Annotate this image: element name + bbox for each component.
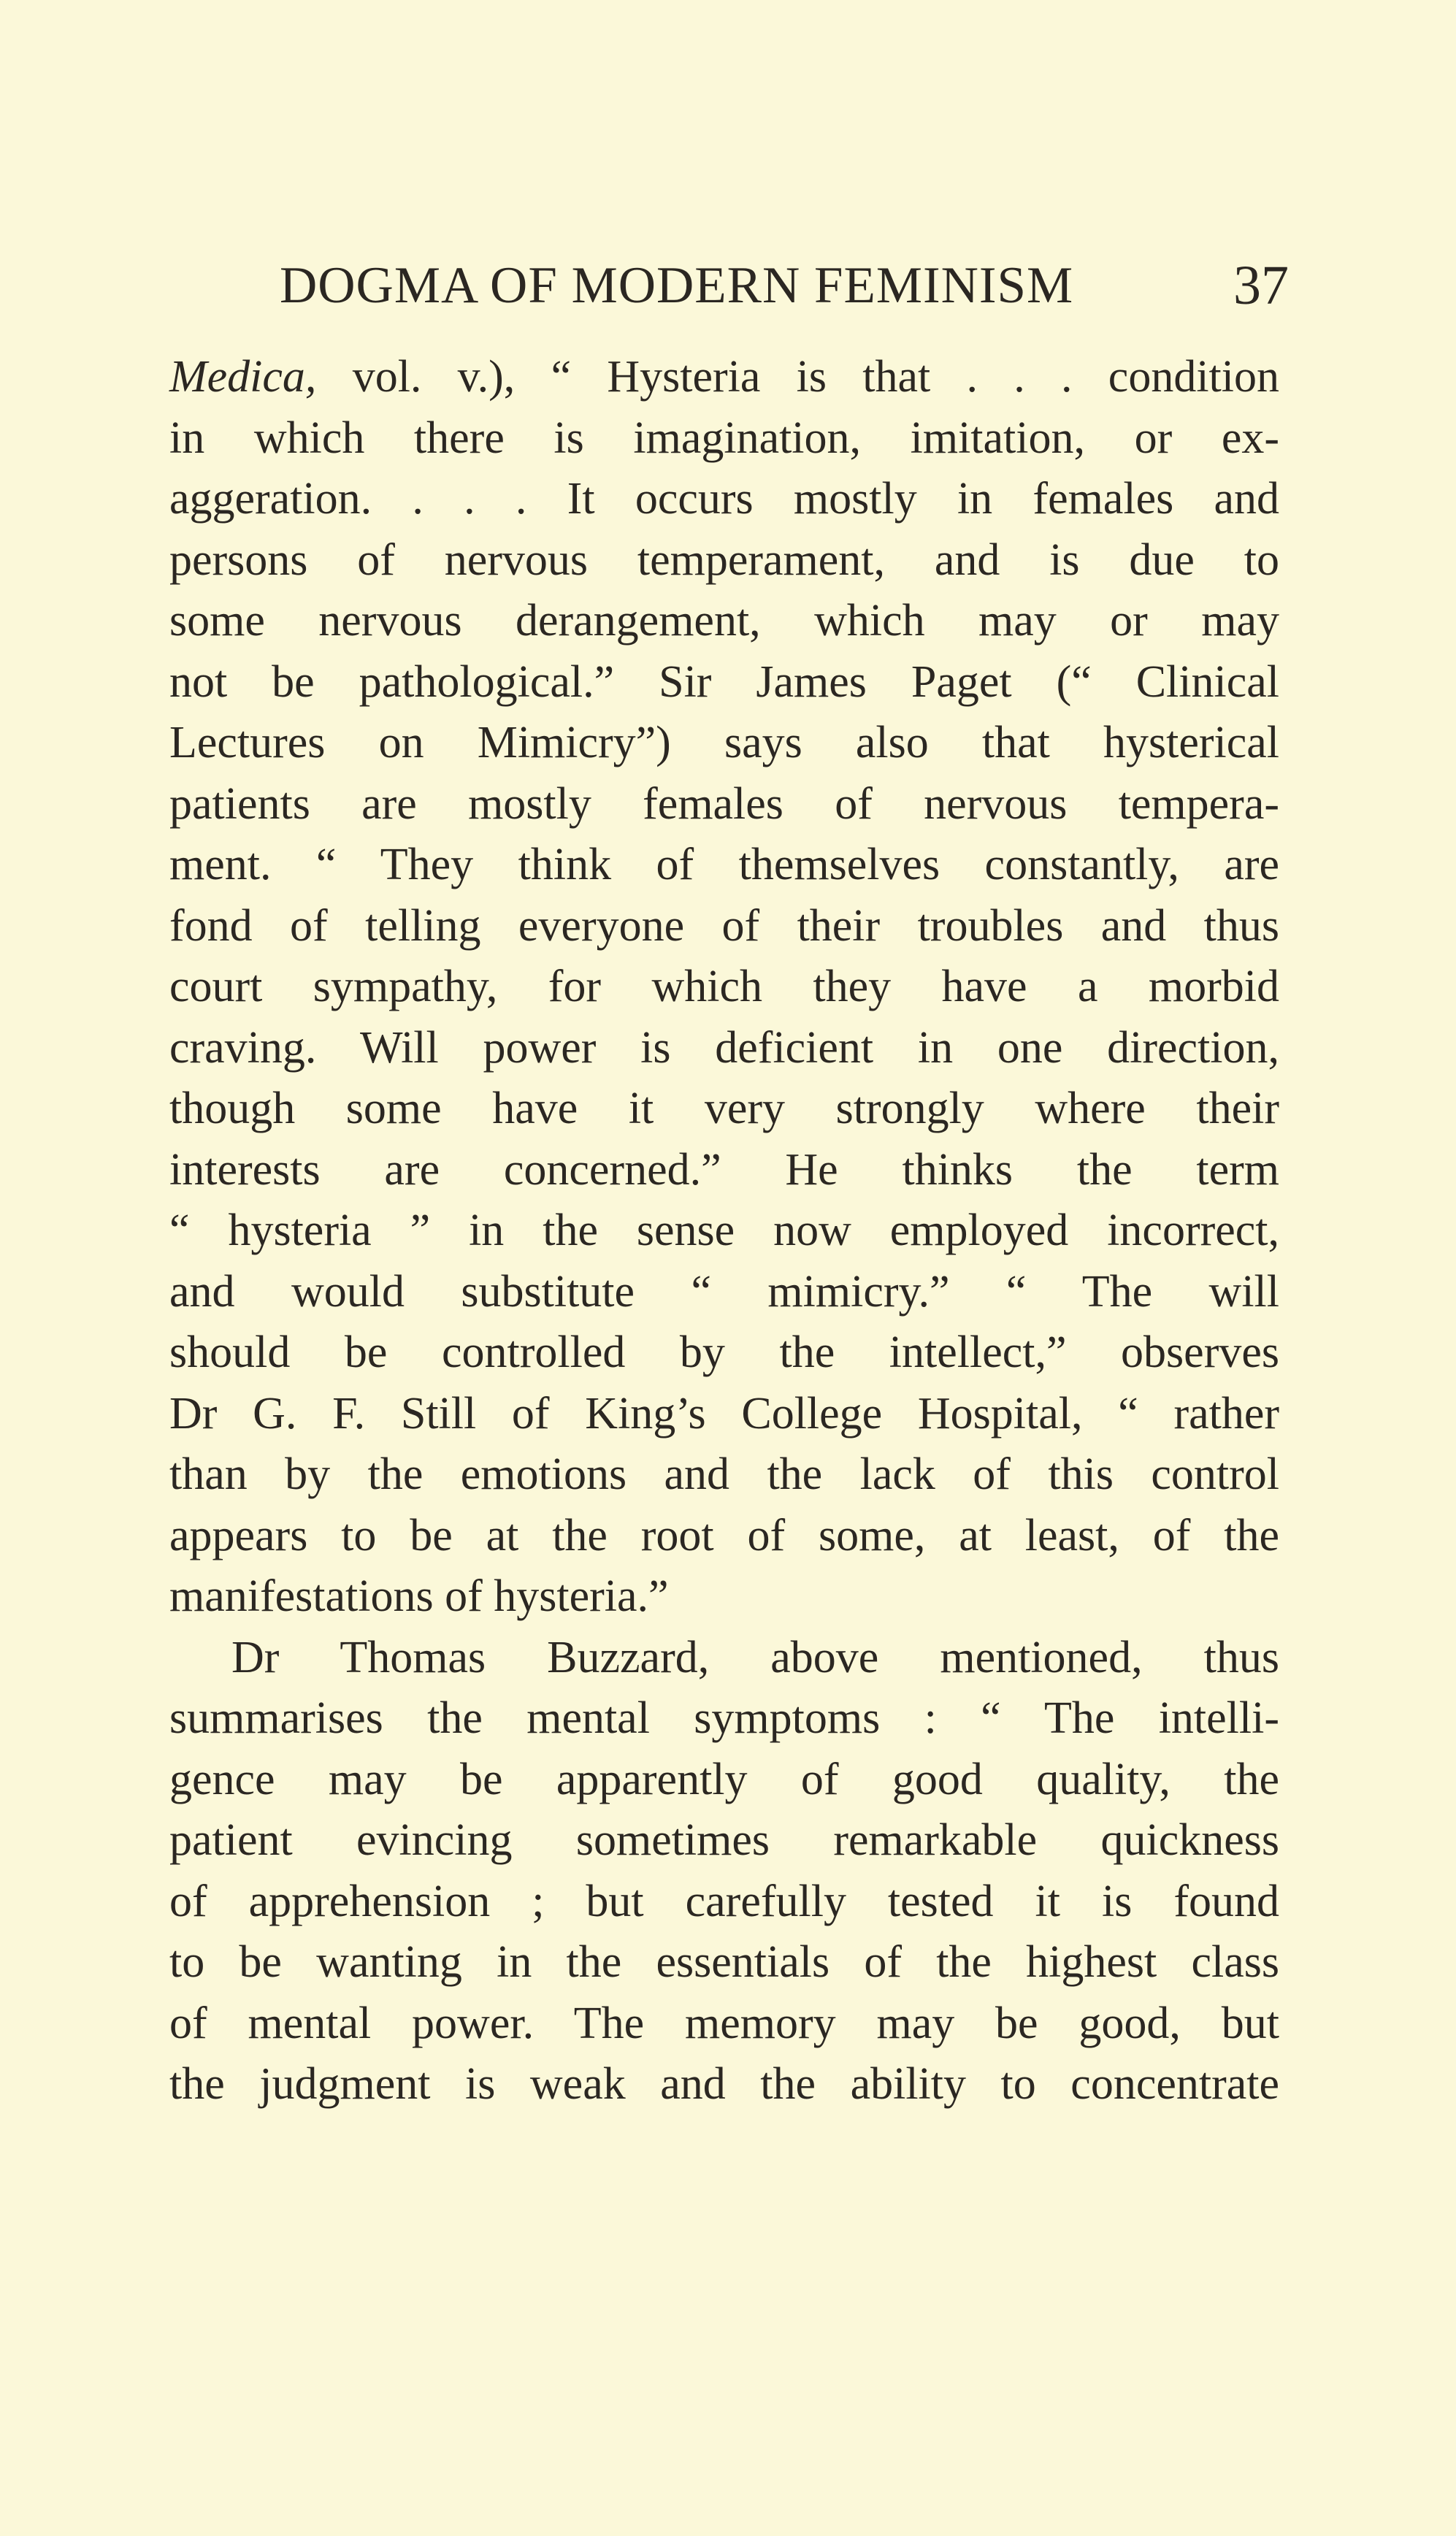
text-line: appears to be at the root of some, at least, of the (169, 1510, 1279, 1560)
running-title: DOGMA OF MODERN FEMINISM (280, 257, 1074, 314)
text-line-paragraph-start: Dr Thomas Buzzard, above mentioned, thus (231, 1632, 1279, 1682)
text-line: some nervous derangement, which may or may (169, 596, 1279, 646)
text-line: of apprehension ; but carefully tested it is found (169, 1876, 1279, 1926)
text-line: persons of nervous temperament, and is due to (169, 535, 1279, 585)
text-line: than by the emotions and the lack of this control (169, 1449, 1279, 1499)
text-line (169, 347, 1279, 408)
body-text (169, 347, 1279, 2115)
text-line: fond of telling everyone of their troubles and thus (169, 900, 1279, 951)
text-line-rest: vol. v.), “ Hysteria is that . . . condition (316, 352, 1279, 402)
text-line: not be pathological.” Sir James Paget (“ Clinical (169, 656, 1279, 707)
text-line: interests are concerned.” He thinks the term (169, 1144, 1279, 1195)
text-line: patient evincing sometimes remarkable quickness (169, 1815, 1279, 1865)
text-line: and would substitute “ mimicry.” “ The will (169, 1266, 1279, 1317)
text-line: court sympathy, for which they have a morbid (169, 962, 1279, 1011)
text-line: ment. “ They think of themselves constantly, are (169, 840, 1279, 889)
text-line: should be controlled by the intellect,” observes (169, 1328, 1279, 1377)
text-line: Lectures on Mimicry”) says also that hysterical (169, 718, 1279, 767)
text-line: “ hysteria ” in the sense now employed incorrect, (169, 1206, 1279, 1255)
page-number: 37 (1233, 255, 1289, 316)
text-line: patients are mostly females of nervous tempera- (169, 778, 1279, 829)
text-line: gence may be apparently of good quality, the (169, 1754, 1279, 1804)
text-line: Dr G. F. Still of King’s College Hospital, “ rather (169, 1388, 1279, 1439)
text-line: to be wanting in the essentials of the highest class (169, 1937, 1279, 1987)
text-line-paragraph-end: manifestations of hysteria.” (169, 1571, 669, 1621)
text-line: of mental power. The memory may be good, but (169, 1998, 1279, 2048)
text-line: aggeration. . . . It occurs mostly in females and (169, 474, 1279, 524)
text-line: summarises the mental symptoms : “ The intelli- (169, 1693, 1279, 1743)
text-line: the judgment is weak and the ability to concentrate (169, 2059, 1279, 2109)
italic-citation: Medica, (169, 352, 317, 402)
running-head (280, 253, 1289, 318)
text-line: in which there is imagination, imitation, or ex- (169, 413, 1279, 463)
text-line: craving. Will power is deficient in one direction, (169, 1022, 1279, 1073)
text-line: though some have it very strongly where their (169, 1084, 1279, 1133)
